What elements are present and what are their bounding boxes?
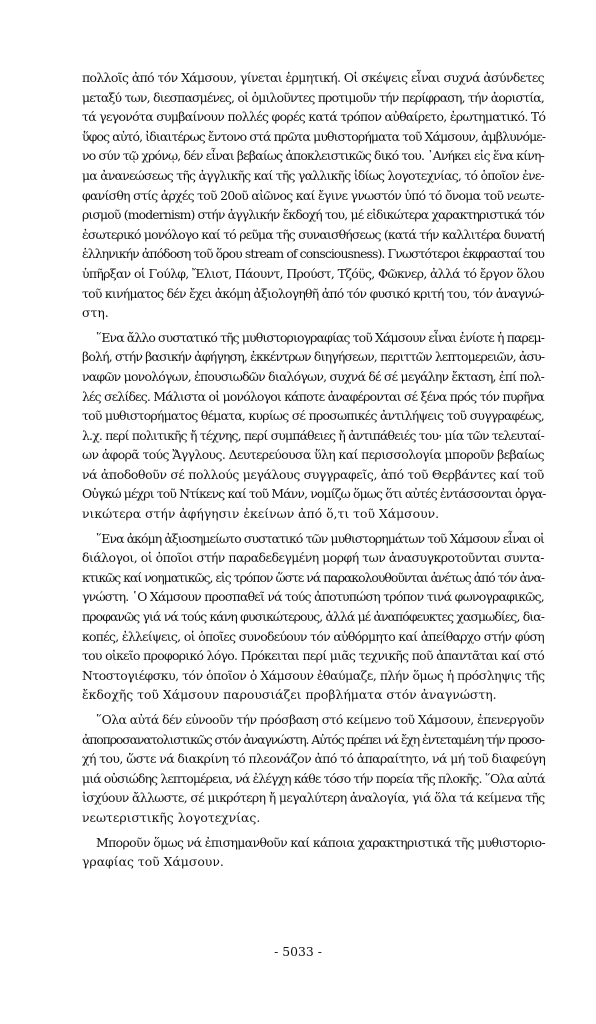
text-line: λές σελίδες. Μάλιστα οἱ μονόλογοι κάποτε ἀναφέρονται σέ ξένα πρός τόν πυρῆνα	[82, 388, 544, 404]
text-line: ῞Ενα ἄλλο συστατικό τῆς μυθιστοριογραφίας τοῦ Χάμσουν εἶναι ἐνίοτε ἡ παρεμ-	[96, 329, 545, 345]
text-line: γραφίας τοῦ Χάμσουν.	[82, 854, 224, 870]
body-text	[82, 68, 544, 877]
text-line: ὕφος αὐτό, ἰδιαιτέρως ἔντονο στά πρῶτα μυθιστορήματα τοῦ Χάμσουν, ἀμβλυνόμε-	[82, 128, 546, 144]
text-line: ἔκδοχῆς τοῦ Χάμσουν παρουσιάζει προβλήματα στόν ἀναγνώστη.	[82, 687, 497, 703]
paragraph-1	[82, 68, 544, 323]
text-line: ναφῶν μονολόγων, ἐπουσιωδῶν διαλόγων, συχνά δέ σέ μεγάλην ἔκταση, ἐπί πολ-	[82, 368, 545, 384]
text-line: Μποροῦν ὅμως νά ἐπισημανθοῦν καί κάποια χαρακτηριστικά τῆς μυθιστοριο-	[96, 834, 546, 850]
text-line: νά ἀποδοθοῦν σέ πολλούς μεγάλους συγγραφεῖς, ἀπό τοῦ Θερβάντες καί τοῦ	[82, 466, 544, 482]
paragraph-5	[82, 833, 544, 872]
text-line: ρισμοῦ (modernism) στήν ἀγγλικήν ἔκδοχή του, μέ εἰδικώτερα χαρακτηριστικά τόν	[82, 207, 544, 223]
paragraph-3	[82, 529, 544, 705]
text-line: φανίσθη στίς ἀρχές τοῦ 20οῦ αἰῶνος καί ἔγινε γνωστόν ὑπό τό ὄνομα τοῦ νεωτε-	[82, 187, 544, 203]
text-line: ων ἀφορᾶ τούς Ἄγγλους. Δευτερεύουσα ὕλη καί περισσολογία μποροῦν βεβαίως	[82, 447, 544, 463]
text-line: ἐσωτερικό μονόλογο καί τό ρεῦμα τῆς συναισθήσεως (κατά τήν καλλιτέρα δυνατή	[82, 226, 544, 242]
text-line: μιά οὐσιώδης λεπτομέρεια, νά ἐλέγχη κάθε τόσο τήν πορεία τῆς πλοκῆς. ῞Ολα αὐτά	[82, 770, 545, 786]
text-line: διάλογοι, οἱ ὁποῖοι στήν παραδεδεγμένη μορφή των ἀνασυγκροτοῦνται συντα-	[82, 550, 544, 566]
page-number: - 5033 -	[274, 944, 322, 959]
text-line: νεωτεριστικῆς λογοτεχνίας.	[82, 809, 261, 825]
text-line: μα ἀνανεώσεως τῆς ἀγγλικῆς καί τῆς γαλλικῆς ἰδίως λογοτεχνίας, τό ὁποῖον ἐνε-	[82, 167, 544, 183]
text-line: κτικῶς καί νοηματικῶς, εἰς τρόπον ὥστε νά παρακολουθοῦνται ἀνέτως ἀπό τόν ἀνα-	[82, 569, 544, 585]
text-line: τοῦ κινήματος δέν ἔχει ἀκόμη ἀξιολογηθῆ ἀπό τόν φυσικό κριτή του, τόν ἀναγνώ-	[82, 285, 544, 301]
text-line: ὑπῆρξαν οἱ Γούλφ, Ἔλιοτ, Πάουντ, Προύστ, Τζόϋς, Φῶκνερ, ἀλλά τό ἔργον ὅλου	[82, 265, 544, 281]
text-line: τά γεγονότα συμβαίνουν πολλές φορές κατά τρόπον αὐθαίρετο, ἐρωτηματικό. Τό	[82, 109, 546, 125]
text-line: προφανῶς γιά νά τούς κάνη φυσικώτερους, ἀλλά μέ ἀναπόφευκτες χασμωδίες, δια-	[82, 609, 544, 625]
text-line: Ντοστογιέφσκυ, τόν ὁποῖον ὁ Χάμσουν ἐθαύμαζε, πλήν ὅμως ἡ πρόσληψις τῆς	[82, 667, 545, 683]
text-line: τοῦ μυθιστορήματος θέματα, κυρίως σέ προσωπικές ἀντιλήψεις τοῦ συγγραφέως,	[82, 408, 544, 424]
text-line: ἰσχύουν ἄλλωστε, σέ μικρότερη ἤ μεγαλύτερη ἀναλογία, γιά ὅλα τά κείμενα τῆς	[82, 790, 545, 806]
text-line: Οὐγκώ μέχρι τοῦ Ντίκενς καί τοῦ Μάνν, νομίζω ὅμως ὅτι αὐτές ἐντάσσονται ὀργα-	[82, 486, 546, 502]
text-line: βολή, στήν βασικήν ἀφήγηση, ἐκκέντρων διηγήσεων, περιττῶν λεπτομερειῶν, ἀσυ-	[82, 349, 545, 365]
text-line: στη.	[82, 305, 109, 321]
text-line: νικώτερα στήν ἀφήγησιν ἐκείνων ἀπό ὅ,τι τοῦ Χάμσουν.	[82, 506, 440, 522]
text-line: νο σύν τῷ χρόνῳ, δέν εἶναι βεβαίως ἀποκλειστικῶς δικό του. ᾽Ανήκει εἰς ἕνα κίνη-	[82, 148, 544, 164]
text-line: ῞Ολα αὐτά δέν εὐνοοῦν τήν πρόσβαση στό κείμενο τοῦ Χάμσουν, ἐπενεργοῦν	[96, 712, 544, 727]
text-line: μεταξύ των, διεσπασμένες, οἱ ὁμιλοῦντες προτιμοῦν τήν περίφραση, τήν ἀοριστία,	[82, 89, 544, 105]
text-line: πολλοῖς ἀπό τόν Χάμσουν, γίνεται ἑρμητική. Οἱ σκέψεις εἶναι συχνά ἀσύνδετες	[82, 70, 544, 85]
paragraph-4	[82, 710, 544, 828]
text-line: ἑλληνικήν ἀπόδοση τοῦ ὅρου stream of consciousness). Γνωστότεροι ἐκφρασταί του	[82, 246, 544, 262]
text-line: ἀποπροσανατολιστικῶς στόν ἀναγνώστη. Αὐτός πρέπει νά ἔχη ἐντεταμένη τήν προσο-	[82, 731, 544, 747]
paragraph-2	[82, 328, 544, 524]
text-line: του οἰκεῖο προφορικό λόγο. Πρόκειται περί μιᾶς τεχνικῆς ποῦ ἀπαντᾶται καί στό	[82, 648, 544, 664]
text-line: χή του, ὥστε νά διακρίνη τό πλεονάζον ἀπό τό ἀπαραίτητο, νά μή τοῦ διαφεύγη	[82, 751, 546, 767]
text-line: κοπές, ἐλλείψεις, οἱ ὁποῖες συνοδεύουν τόν αὐθόρμητο καί ἀπείθαρχο στήν φύση	[82, 628, 544, 644]
text-line: λ.χ. περί πολιτικῆς ἤ τέχνης, περί συμπάθειες ἤ ἀντιπάθειές του· μία τῶν τελευταί-	[82, 427, 544, 443]
text-line: γνώστη. ῾Ο Χάμσουν προσπαθεῖ νά τούς ἀποτυπώση τρόπον τινά φωνογραφικῶς,	[82, 589, 544, 605]
text-line: ῞Ενα ἀκόμη ἀξιοσημείωτο συστατικό τῶν μυθιστορημάτων τοῦ Χάμσουν εἶναι οἱ	[96, 530, 544, 546]
